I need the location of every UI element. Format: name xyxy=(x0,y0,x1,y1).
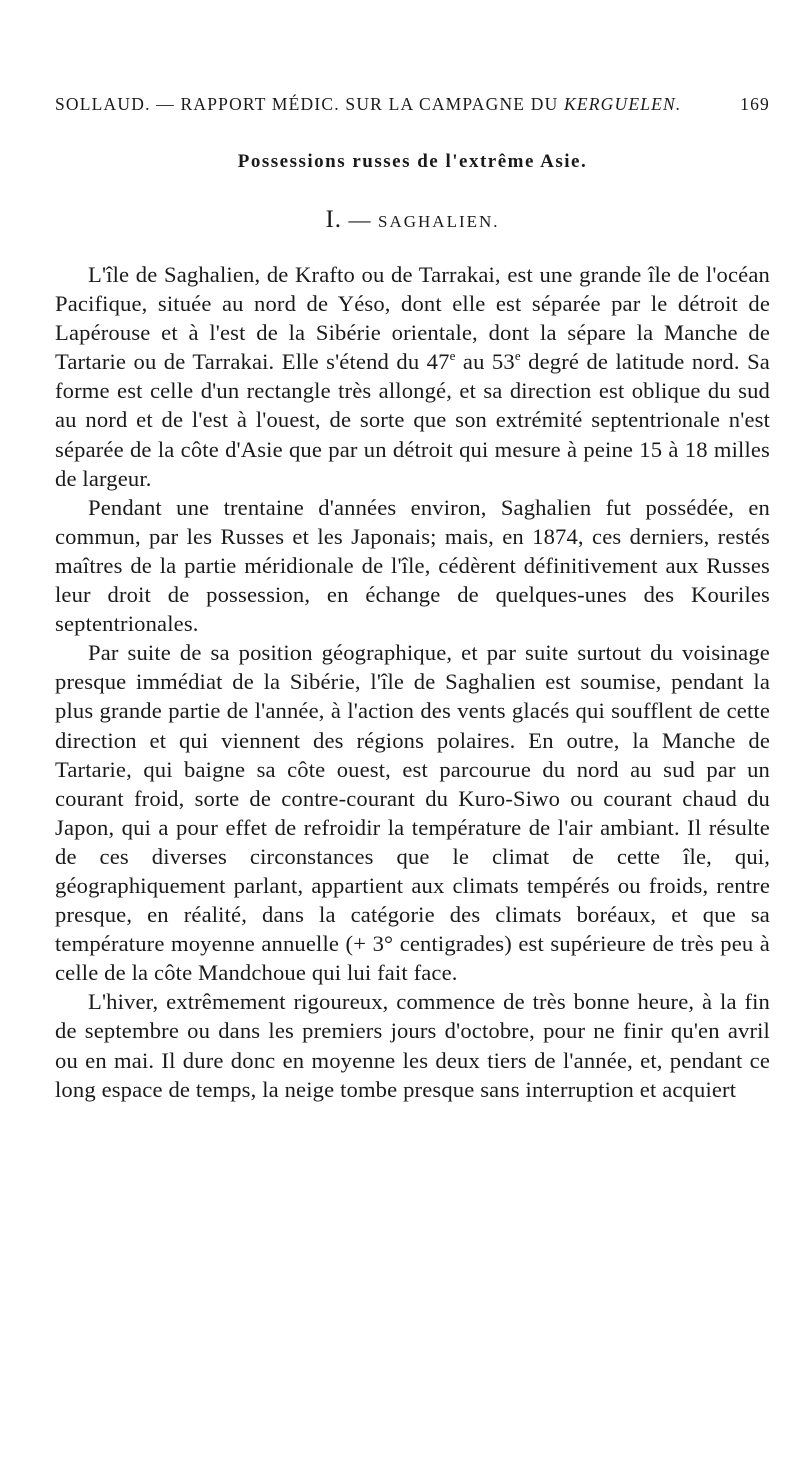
paragraph-4: L'hiver, extrêmement rigoureux, commence de très bonne heure, à la fin de septembre ou dans les premiers jours d'octobre, pour ne finir qu'en avril ou en mai. Il dure donc en moyenne les deux tiers de l'année, et, pendant ce long espace de temps, la neige tombe presque sans interruption et acquiert xyxy=(55,989,770,1102)
chapter-title xyxy=(55,206,770,234)
page-number: 169 xyxy=(740,94,770,114)
paragraph-1 xyxy=(55,260,770,493)
superscript-e-2: e xyxy=(514,347,521,363)
chapter-dash: — xyxy=(348,207,372,232)
superscript-e-1: e xyxy=(449,347,456,363)
body-text xyxy=(55,260,770,1104)
paragraph-3: Par suite de sa position géographique, et par suite surtout du voisinage presque immédiat de la Sibérie, l'île de Saghalien est soumise, pendant la plus grande partie de l'année, à l'action des vents glacés qui soufflent de cette direction et qui viennent des régions polaires. En outre, la Manche de Tartarie, qui baigne sa côte ouest, est parcourue du nord au sud par un courant froid, sorte de contre-courant du Kuro-Siwo ou courant chaud du Japon, qui a pour effet de refroidir la température de l'air ambiant. Il résulte de ces diverses circonstances que le climat de cette île, qui, géographiquement parlant, appartient aux climats tempérés ou froids, rentre presque, en réalité, dans la catégorie des climats boréaux, et que sa température moyenne annuelle (+ 3° centigrades) est supérieure de très peu à celle de la côte Mandchoue qui lui fait face. xyxy=(55,640,770,986)
paragraph-2: Pendant une trentaine d'années environ, Saghalien fut possédée, en commun, par les Russes et les Japonais; mais, en 1874, ces derniers, restés maîtres de la partie méridionale de l'île, cédèrent définitivement aux Russes leur droit de possession, en échange de quelques-unes des Kouriles septentrionales. xyxy=(55,494,770,637)
header-title: SOLLAUD. — RAPPORT MÉDIC. SUR LA CAMPAGNE DU xyxy=(55,94,559,114)
header-ship-name: KERGUELEN. xyxy=(564,94,682,114)
chapter-name: SAGHALIEN. xyxy=(378,212,500,231)
running-header xyxy=(55,94,770,115)
section-title: Possessions russes de l'extrême Asie. xyxy=(237,151,588,172)
paragraph-1-part-c: degré de latitude nord. Sa forme est celle d'un rectangle très allongé, et sa direction est oblique du sud au nord et de l'est à l'ouest, de sorte que son extrémité septentrionale n'est séparée de la côte d'Asie que par un détroit qui mesure à peine 15 à 18 milles de largeur. xyxy=(55,349,770,491)
header-left-text xyxy=(55,94,682,115)
chapter-numeral: I. xyxy=(325,206,343,233)
paragraph-1-part-a: L'île de Saghalien, de Krafto ou de Tarrakai, est une grande île de l'océan Pacifique, située au nord de Yéso, dont elle est séparée par le détroit de Lapérouse et à l'est de la Sibérie orientale, dont la sépare la Manche de Tartarie ou de Tarrakai. Elle s'étend du 47 xyxy=(55,262,770,375)
paragraph-1-part-b: au 53 xyxy=(455,349,515,375)
